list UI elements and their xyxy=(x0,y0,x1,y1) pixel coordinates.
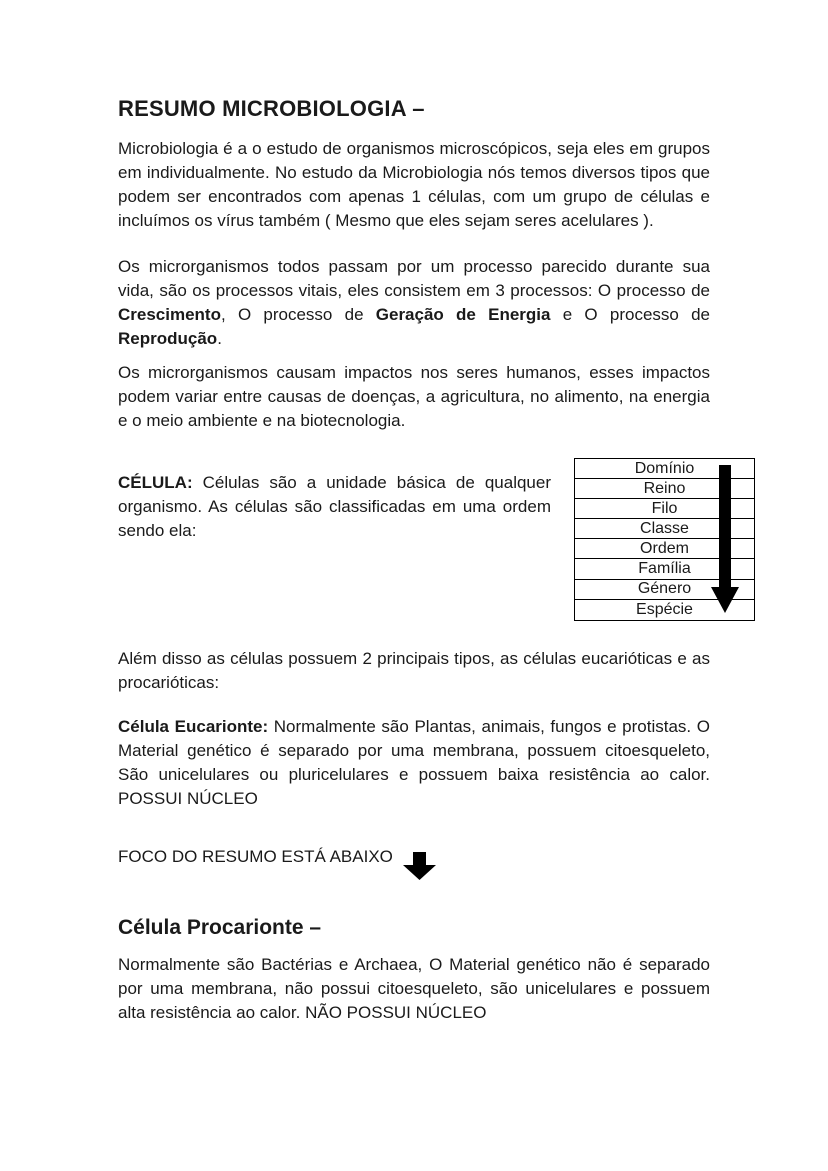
text-segment: e O processo de xyxy=(550,305,710,324)
text-segment: Os microrganismos causam impactos nos seres humanos, esses impactos podem variar entre causas de doenças, a agricultura, no alimento, na energia e o meio ambiente e na biotecnologia. xyxy=(118,363,710,430)
text-segment: Células são a unidade básica de qualquer organismo. As células são classificadas em uma ordem sendo ela: xyxy=(118,473,551,540)
taxonomy-cell-label: Domínio xyxy=(634,459,695,477)
text-segment: Além disso as células possuem 2 principais tipos, as células eucarióticas e as procarióticas: xyxy=(118,649,710,692)
taxonomy-cell-label: Género xyxy=(637,580,692,598)
text-segment: Os microrganismos todos passam por um processo parecido durante sua vida, são os processos vitais, eles consistem em 3 processos: O processo de xyxy=(118,257,710,300)
text-segment: Normalmente são Plantas, animais, fungos e protistas. O Material genético é separado por uma membrana, possuem citoesqueleto, São unicelulares ou pluricelulares e possuem baixa resistência ao calor. POSSUI NÚCLEO xyxy=(118,717,710,808)
paragraph-procarionte xyxy=(118,953,710,1025)
down-arrow-icon xyxy=(403,852,436,880)
paragraph-intro xyxy=(118,137,710,233)
taxonomy-cell-label: Classe xyxy=(640,519,689,537)
foco-line xyxy=(118,845,436,880)
paragraph-eucarionte xyxy=(118,715,710,811)
paragraph-impactos xyxy=(118,361,710,433)
taxonomy-cell-label: Família xyxy=(638,560,691,578)
document-title: RESUMO MICROBIOLOGIA – xyxy=(118,96,425,121)
text-segment: . xyxy=(217,329,222,348)
taxonomy-cell-label: Reino xyxy=(643,479,686,497)
paragraph-celula xyxy=(118,471,551,543)
taxonomy-table xyxy=(574,458,755,621)
bold-text-segment: Reprodução xyxy=(118,329,218,348)
text-segment: , O processo de xyxy=(220,305,376,324)
bold-text-segment: Célula Eucarionte: xyxy=(118,717,269,736)
bold-text-segment: CÉLULA: xyxy=(118,473,193,492)
taxonomy-cell-label: Espécie xyxy=(636,600,693,618)
foco-label: FOCO DO RESUMO ESTÁ ABAIXO xyxy=(118,847,393,866)
taxonomy-cell-label: Filo xyxy=(651,499,678,517)
text-segment: Microbiologia é a o estudo de organismos microscópicos, seja eles em grupos em individualmente. No estudo da Microbiologia nós temos diversos tipos que podem ser encontrados com apenas 1 células, com um grupo de células e incluímos os vírus também ( Mesmo que eles sejam seres acelulares ). xyxy=(118,139,710,230)
paragraph-processos xyxy=(118,255,710,351)
bold-text-segment: Crescimento xyxy=(118,305,221,324)
section-heading-procarionte: Célula Procarionte – xyxy=(118,916,322,939)
paragraph-tipos xyxy=(118,647,710,695)
text-segment: Normalmente são Bactérias e Archaea, O Material genético não é separado por uma membrana, não possui citoesqueleto, são unicelulares e possuem alta resistência ao calor. NÃO POSSUI NÚCLEO xyxy=(118,955,710,1022)
bold-text-segment: Geração de Energia xyxy=(375,305,551,324)
taxonomy-cell-label: Ordem xyxy=(640,539,689,557)
taxonomy-down-arrow-icon xyxy=(711,465,739,613)
